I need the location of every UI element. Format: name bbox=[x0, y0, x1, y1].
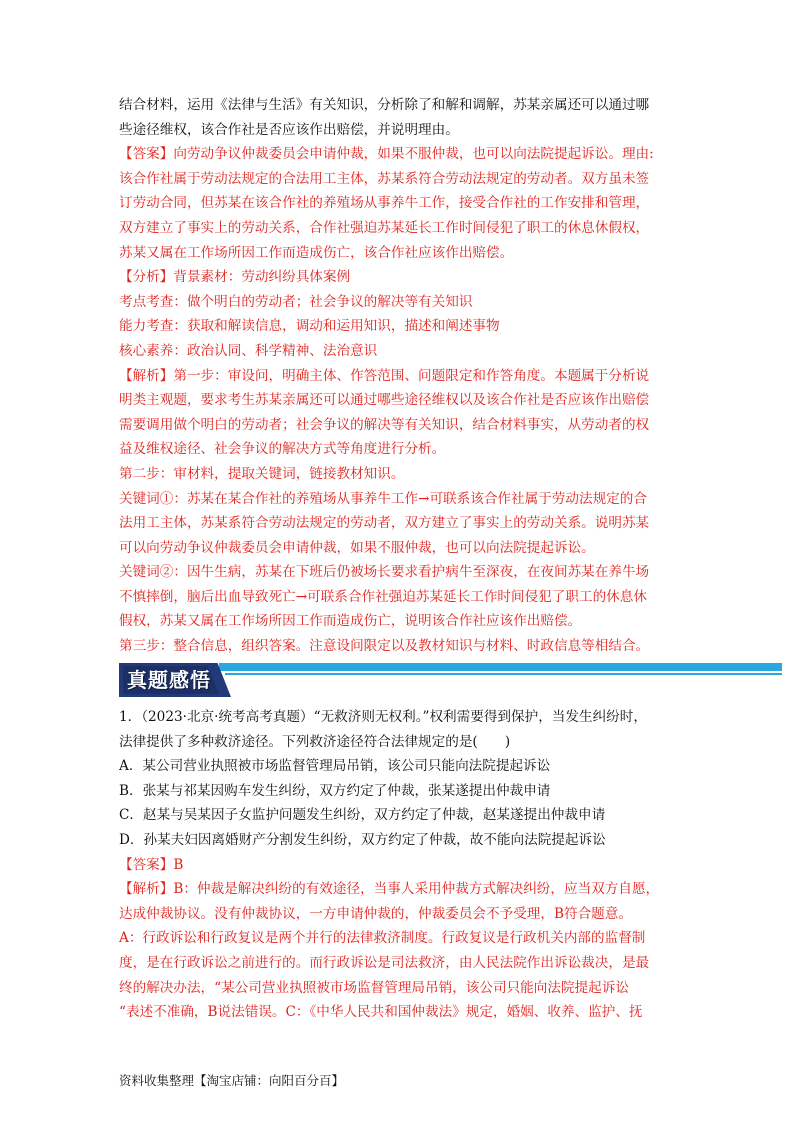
banner-stripe bbox=[219, 663, 782, 671]
answer-line: 订劳动合同，但苏某在该合作社的养殖场从事养牛工作，接受合作社的工作安排和管理， bbox=[119, 195, 650, 212]
explanation-line: 达成仲裁协议。没有仲裁协议，一方申请仲裁的，仲裁委员会不予受理，B符合题意。 bbox=[119, 905, 632, 922]
explanation-line: 终的解决办法，“某公司营业执照被市场监督管理局吊销，该公司只能向法院提起诉讼 bbox=[119, 979, 629, 996]
explanation-line: 【解析】B：仲裁是解决纠纷的有效途径，当事人采用仲裁方式解决纠纷，应当双方自愿， bbox=[119, 881, 660, 898]
explanation-line: “表述不准确，B说法错误。C：《中华人民共和国仲裁法》规定，婚姻、收养、监护、抚 bbox=[119, 1004, 643, 1021]
text-line: 些途径维权，该合作社是否应该作出赔偿，并说明理由。 bbox=[119, 121, 459, 138]
analysis-line: 【分析】背景素材：劳动纠纷具体案例 bbox=[119, 269, 351, 286]
answer-line: 该合作社属于劳动法规定的合法用工主体，苏某系符合劳动法规定的劳动者。双方虽未签 bbox=[119, 170, 650, 187]
top-section bbox=[119, 93, 685, 659]
explanation-line: 可以向劳动争议仲裁委员会申请仲裁，如果不服仲裁，也可以向法院提起诉讼。 bbox=[119, 539, 595, 556]
answer-line: 【答案】B bbox=[119, 856, 184, 873]
explanation-line: 度，是在行政诉讼之前进行的。而行政诉讼是司法救济，由人民法院作出诉讼裁决，是最 bbox=[119, 954, 650, 971]
analysis-line: 能力考查：获取和解读信息，调动和运用知识，描述和阐述事物 bbox=[119, 318, 500, 335]
option-a: A．某公司营业执照被市场监督管理局吊销，该公司只能向法院提起诉讼 bbox=[119, 758, 551, 775]
explanation-line: 【解析】第一步：审设问，明确主体、作答范围、问题限定和作答角度。本题属于分析说 bbox=[119, 367, 650, 384]
question-stem: 法律提供了多种救济途径。下列救济途径符合法律规定的是( ) bbox=[119, 733, 511, 750]
answer-line: 苏某又属在工作场所因工作而造成伤亡，该合作社应该作出赔偿。 bbox=[119, 244, 514, 261]
banner-title: 真题感悟 bbox=[127, 668, 211, 692]
analysis-line: 考点考查：做个明白的劳动者；社会争议的解决等有关知识 bbox=[119, 293, 473, 310]
question-section bbox=[119, 705, 685, 1025]
analysis-line: 核心素养：政治认同、科学精神、法治意识 bbox=[119, 342, 378, 359]
explanation-line: 需要调用做个明白的劳动者；社会争议的解决等有关知识，结合材料事实，从劳动者的权 bbox=[119, 416, 650, 433]
explanation-line: 关键词①：苏某在某合作社的养殖场从事养牛工作→可联系该合作社属于劳动法规定的合 bbox=[119, 490, 647, 507]
question-stem: 1．（2023·北京·统考高考真题）“无救济则无权利。”权利需要得到保护，当发生纠纷时， bbox=[119, 709, 647, 725]
explanation-line: 明类主观题，要求考生苏某亲属还可以通过哪些途径维权以及该合作社是否应该作出赔偿 bbox=[119, 392, 650, 409]
answer-line: 双方建立了事实上的劳动关系，合作社强迫苏某延长工作时间侵犯了职工的休息休假权， bbox=[119, 219, 650, 236]
page-footer: 资料收集整理【淘宝店铺：向阳百分百】 bbox=[119, 1073, 345, 1088]
explanation-line: 益及维权途径、社会争议的解决方式等角度进行分析。 bbox=[119, 441, 446, 458]
explanation-line: 假权，苏某又属在工作场所因工作而造成伤亡，说明该合作社应该作出赔偿。 bbox=[119, 613, 582, 630]
answer-line: 【答案】向劳动争议仲裁委员会申请仲裁，如果不服仲裁，也可以向法院提起诉讼。理由: bbox=[119, 146, 654, 163]
banner-stripe-thin bbox=[225, 673, 782, 675]
explanation-line: 不慎摔倒，脑后出血导致死亡→可联系合作社强迫苏某延长工作时间侵犯了职工的休息休 bbox=[119, 588, 647, 605]
option-b: B．张某与祁某因购车发生纠纷，双方约定了仲裁，张某遂提出仲裁申请 bbox=[119, 782, 551, 799]
explanation-line: 关键词②：因牛生病，苏某在下班后仍被场长要求看护病牛至深夜，在夜间苏某在养牛场 bbox=[119, 564, 650, 581]
explanation-line: 第二步：审材料，提取关键词，链接教材知识。 bbox=[119, 465, 405, 482]
explanation-line: 第三步：整合信息，组织答案。注意设问限定以及教材知识与材料、时政信息等相结合。 bbox=[119, 638, 650, 655]
explanation-line: 法用工主体，苏某系符合劳动法规定的劳动者，双方建立了事实上的劳动关系。说明苏某 bbox=[119, 515, 650, 532]
section-banner bbox=[119, 663, 782, 697]
option-c: C．赵某与吴某因子女监护问题发生纠纷，双方约定了仲裁，赵某遂提出仲裁申请 bbox=[119, 807, 606, 824]
option-d: D．孙某夫妇因离婚财产分割发生纠纷，双方约定了仲裁，故不能向法院提起诉讼 bbox=[119, 831, 606, 848]
explanation-line: A：行政诉讼和行政复议是两个并行的法律救济制度。行政复议是行政机关内部的监督制 bbox=[119, 930, 646, 947]
text-line: 结合材料，运用《法律与生活》有关知识，分析除了和解和调解，苏某亲属还可以通过哪 bbox=[119, 97, 650, 113]
